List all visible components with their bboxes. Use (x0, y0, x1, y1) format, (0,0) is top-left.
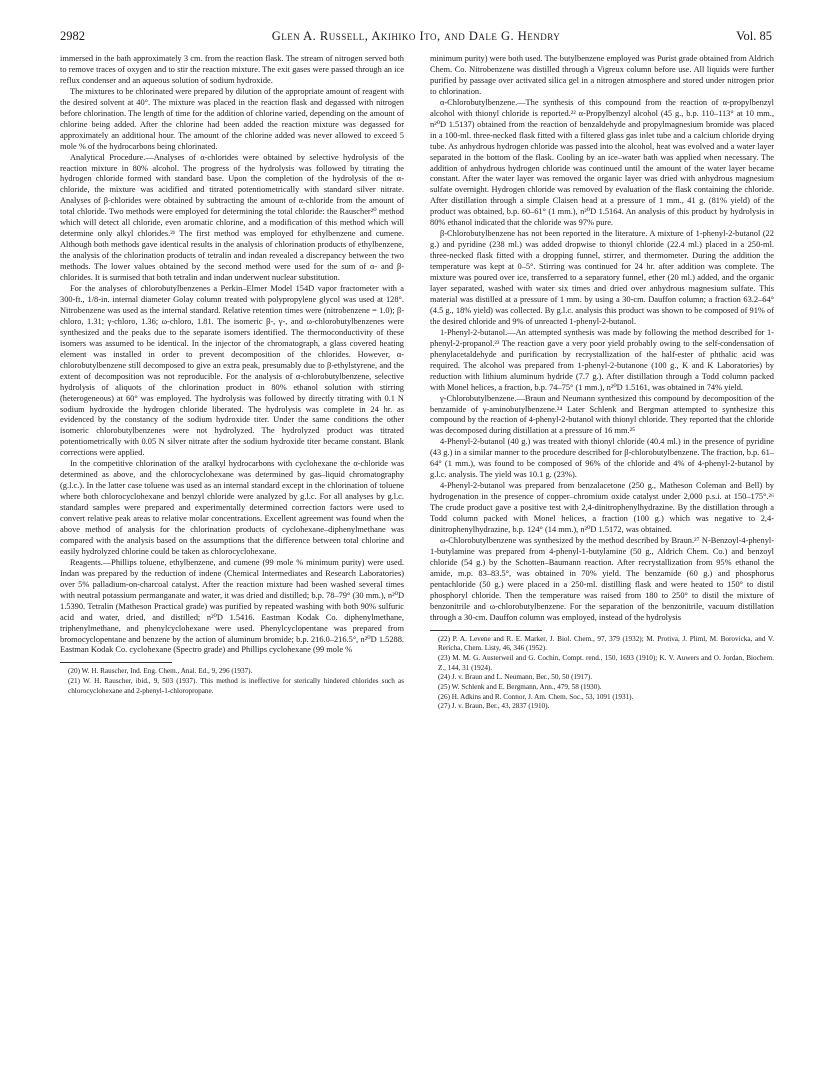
paragraph-1-phenyl-2-butanol: 1-Phenyl-2-butanol.—An attempted synthesis was made by following the method described for 1-phenyl-2-propanol.²³ The reaction gave a very poor yield probably owing to the self-condensation of phenylacetaldehyde and purification by recrystallization of the half-ester of phthalic acid was required. The alcohol was prepared from 1-phenyl-2-butanone (100 g., K and K Laboratories) by reduction with lithium aluminum hydride (7.7 g.). After distillation through a Todd column packed with Monel helices, a fraction, b.p. 74–75° (1 mm.), n²⁰D 1.5161, was obtained in 74% yield. (430, 327, 774, 392)
footnote: (23) M. M. G. Austerweil and G. Cochin, Compt. rend., 150, 1693 (1910); K. V. Auwers and O. Jordan, Biochem. Z., 144, 31 (1924). (438, 653, 774, 672)
paragraph-4-phenyl-2-butanol: 4-Phenyl-2-butanol was prepared from benzalacetone (250 g., Matheson Coleman and Bell) by hydrogenation in the presence of copper–chromium oxide catalyst under 2,000 p.s.i. at 150–175°.²⁶ The crude product gave a positive test with 2,4-dinitrophenylhydrazine. By the distillation through a Todd column packed with Monel helices, a fraction (100 g.) which was negative to 2,4-dinitrophenylhydrazine, b.p. 124° (14 mm.), n²⁰D 1.5172, was obtained. (430, 481, 774, 534)
page-number: 2982 (60, 29, 85, 43)
paragraph: minimum purity) were both used. The butylbenzene employed was Purist grade obtained from Aldrich Chem. Co. Nitrobenzene was distilled through a Vigreux column before use. All liquids were further purified by passage over activated silica gel in a nitrogen atmosphere and stored under nitrogen prior to chlorination. (430, 54, 774, 96)
running-head-authors: Glen A. Russell, Akihiko Ito, and Dale G. Hendry (271, 29, 561, 43)
footnote-rule (430, 630, 542, 631)
paragraph: 4-Phenyl-2-butanol (40 g.) was treated with thionyl chloride (40.4 ml.) in the presence of pyridine (43 g.) in a similar manner to the procedure described for β-chlorobutylbenzene. The fraction, b.p. 61–64° (1 mm.), was found to be composed of 96% of the chloride and 4% of 4-phenyl-2-butanol by g.l.c. analysis. The yield was 10.1 g. (23%). (430, 437, 774, 480)
footnote: (24) J. v. Braun and L. Neumann, Ber., 50, 50 (1917). (438, 673, 593, 682)
paragraph: immersed in the bath approximately 3 cm. from the reaction flask. The stream of nitrogen served both to remove traces of oxygen and to stir the reaction mixture. The exit gases were passed through an ice reflux condenser and an aqueous solution of sodium hydroxide. (60, 54, 404, 85)
paragraph-analytical-procedure: Analytical Procedure.—Analyses of α-chlorides were obtained by selective hydrolysis of the reaction mixture in 80% alcohol. The progress of the hydrolysis was followed by titrating the hydrogen chloride formed with standard base. Upon the completion of the hydrolysis of the α-chloride, the mixture was acidified and titrated potentiometrically with standard silver nitrate. Analyses of β-chlorides were obtained by subtracting the amount of α-chloride from the amount of total chloride. Two methods were employed for determining the total chloride: the Rauscher²⁰ method which will detect all chloride, even aromatic chlorine, and a modification of this method which will determine only alkyl chlorides.²¹ The first method was employed for ethylbenzene and cumene. Although both methods gave identical results in the analysis of chlorination products of ethylbenzene, the analysis of the chlorination products of tetralin and indan revealed a discrepancy between the two methods. The lower values obtained by the second method were used for the sum of α- and β-chlorides. It is surmised that both tetralin and indan underwent nuclear substitution. (60, 152, 404, 283)
paragraph-gamma-chlorobutylbenzene: γ-Chlorobutylbenzene.—Braun and Neumann synthesized this compound by decomposition of the benzamide of γ-aminobutylbenzene.²⁴ Later Schlenk and Bergman attempted to synthesize this compound by the reaction of 4-phenyl-2-butanol with thionyl chloride. They reported that the chloride was decomposed during distillation at a pressure of 16 mm.²⁵ (430, 393, 774, 436)
paragraph-alpha-chlorobutylbenzene: α-Chlorobutylbenzene.—The synthesis of this compound from the reaction of α-propylbenzyl alcohol with thionyl chloride is reported.²² α-Propylbenzyl alcohol (45 g., b.p. 110–113° at 10 mm., n²⁰D 1.5137) obtained from the reaction of benzaldehyde and propylmagnesium bromide was placed in a 100-ml. three-necked flask fitted with a filtered glass gas inlet tube and a calcium chloride drying tube. As anhydrous hydrogen chloride was passed into the alcohol, heat was evolved and a water layer separated in the bottom of the flask. Cooling by an ice–water bath was applied when necessary. The addition of anhydrous hydrogen chloride was continued until the amount of the water layer became constant. After the water layer was removed the organic layer was dried with anhydrous magnesium sulfate overnight. Hydrogen chloride was removed by evaluation of the flask containing the chloride. After distillation through a simple Claisen head at a pressure of 1 mm., 41 g. (81% yield) of the product was obtained, b.p. 60–61° (1 mm.), n²⁰D 1.5164. An analysis of this product by hydrolysis in 80% ethanol indicated that the chloride was 97% pure. (430, 97, 774, 228)
footnote: (22) P. A. Levene and R. E. Marker, J. Biol. Chem., 97, 379 (1932); M. Protiva, J. Pliml, M. Borovicka, and V. Rericha, Chem. Listy, 46, 346 (1952). (438, 634, 774, 653)
left-column (60, 54, 404, 697)
volume-label: Vol. 85 (736, 29, 772, 43)
footnote-rule (60, 662, 172, 663)
footnote: (21) W. H. Rauscher, ibid., 9, 503 (1937). This method is ineffective for sterically hindered chlorides such as chlorocyclohexane and 2-phenyl-1-chloropropane. (68, 677, 404, 695)
paragraph: For the analyses of chlorobutylbenzenes a Perkin–Elmer Model 154D vapor fractometer with a 300-ft., 1/8-in. internal diameter Golay column treated with polypropylene glycol was used at 128°. Nitrobenzene was used as the internal standard. Relative retention times were (nitrobenzene = 1.0); β-chloro, 1.31; γ-chloro, 1.36; ω-chloro, 1.81. The isomeric β-, γ-, and ω-chlorobutylbenzenes were synthesized and the peaks due to the separate isomers identified. The thermoconductivity of these isomers was assumed to be identical. In the injector of the chromatograph, a glass covered heating element was installed in order to prevent decomposition of the chlorides. However, α-chlorobutylbenzene still decomposed to give an extra peak, presumably due to β-ethylstyrene, and the extent of decomposition was not reproducible. For the analysis of α-chlorobutylbenzene, selective hydrolysis of aliquots of the chlorination product in 80% ethanol solution with stirring (heterogeneous) at 60° was employed. The hydrolysis was followed by directly titrating with 0.1 N sodium hydroxide the hydrogen chloride liberated. The hydrolysis was complete in 24 hr. as evidenced by the constancy of the sodium hydroxide titer. Under the same conditions the other isomeric chlorobutylbenzenes were not hydrolyzed. The hydrolyzed product was titrated potentiometrically with 0.05 N silver nitrate after the sodium hydroxide titer became constant. Blank corrections were applied. (60, 284, 404, 458)
right-column (430, 54, 774, 712)
footnote: (25) W. Schlenk and E. Bergmann, Ann., 479, 58 (1930). (438, 683, 602, 692)
paragraph-omega-chlorobutylbenzene: ω-Chlorobutylbenzene was synthesized by the method described by Braun.²⁷ N-Benzoyl-4-phenyl-1-butylamine was prepared from 4-phenyl-1-butylamine (50 g., Aldrich Chem. Co.) and benzoyl chloride (54 g.) by the Schotten–Baumann reaction. After recrystallization from 95% ethanol the amide, m.p. 83–83.5°, was obtained in 70% yield. The benzamide (60 g.) and phosphorus pentachloride (50 g.) were placed in a 250-ml. distilling flask and were heated to 150° to distil phosphoryl chloride. Then the temperature was raised from 180 to 250° to distil the mixture of benzonitrile and ω-chlorobutylbenzene. For the separation of the benzonitrile, vacuum distillation through a 30-cm. Dauffon column was employed, instead of the hydrolysis (430, 535, 774, 622)
footnote: (26) H. Adkins and R. Connor, J. Am. Chem. Soc., 53, 1091 (1931). (438, 692, 634, 701)
paragraph: In the competitive chlorination of the aralkyl hydrocarbons with cyclohexane the α-chloride was determined as above, and the chlorocyclohexane was determined by gas–liquid chromatography (g.l.c.). In the latter case toluene was used as an internal standard except in the chlorination of toluene where both chlorocyclohexane and benzyl chloride were analyzed by g.l.c. For all analyses by g.l.c. standard samples were prepared and experimentally determined correction factors were used to convert relative peak areas to relative molar concentrations. Excellent agreement was found when the above method of analysis for the chlorination products of cyclohexane–diphenylmethane was compared with the analysis based on the assumptions that the difference between total chlorine and easily hydrolyzed chlorine could be taken as chlorocyclohexane. (60, 459, 404, 556)
running-head (60, 29, 772, 45)
paragraph: The mixtures to be chlorinated were prepared by dilution of the appropriate amount of reagent with the desired solvent at 40°. The mixture was placed in the reaction flask and degassed with nitrogen before chlorination. The length of time for the addition of chlorine varied, depending on the amount of chlorine being added. After the chlorine had been added the reaction mixture was degassed for approximately an additional hour. The amount of the chlorine added was never allowed to exceed 5 mole % of the hydrocarbons being chlorinated. (60, 86, 404, 151)
footnote: (27) J. v. Braun, Ber., 43, 2837 (1910). (438, 702, 550, 711)
paragraph-reagents: Reagents.—Phillips toluene, ethylbenzene, and cumene (99 mole % minimum purity) were used. Indan was prepared by the reduction of indene (Chemical Intermediates and Research Laboratories) over 5% palladium-on-charcoal catalyst. After the reaction mixture had been washed several times with neutral potassium permanganate and water, it was dried and distilled; b.p. 78–79° (30 mm.), n²⁰D 1.5390. Tetralin (Matheson Practical grade) was purified by repeated washing with both 90% sulfuric acid and water, dried, and distilled; n²⁰D 1.5416. Eastman Kodak Co. diphenylmethane, triphenylmethane, and phenylcyclohexane were used. Phenylcyclopentane was prepared from bromocyclopentane and benzene by the action of aluminum bromide; b.p. 216.0–216.5°, n²⁰D 1.5288. Eastman Kodak Co. cyclohexane (Spectro grade) and Phillips cyclohexane (99 mole % (60, 557, 404, 655)
paragraph-beta-chlorobutylbenzene: β-Chlorobutylbenzene has not been reported in the literature. A mixture of 1-phenyl-2-butanol (22 g.) and pyridine (238 ml.) was added dropwise to thionyl chloride (22.4 ml.) placed in a 250-ml. three-necked flask fitted with a dropping funnel, stirrer, and thermometer. During the addition the temperature was kept at 0–5°. Stirring was continued for 24 hr. after addition was complete. The mixture was poured over ice, transferred to a separatory funnel, ether (20 ml.) added, and the organic layer separated, washed with water six times and dried over anhydrous magnesium sulfate. This material was distilled at a pressure of 1 mm. by using a 30-cm. Dauffon column; a fraction 63.2–64° (4.5 g., 18% yield) was collected. By g.l.c. analysis this product was shown to be composed of 91% of the desired chloride and 9% of unreacted 1-phenyl-2-butanol. (430, 229, 774, 326)
footnote: (20) W. H. Rauscher, Ind. Eng. Chem., Anal. Ed., 9, 296 (1937). (68, 667, 253, 676)
